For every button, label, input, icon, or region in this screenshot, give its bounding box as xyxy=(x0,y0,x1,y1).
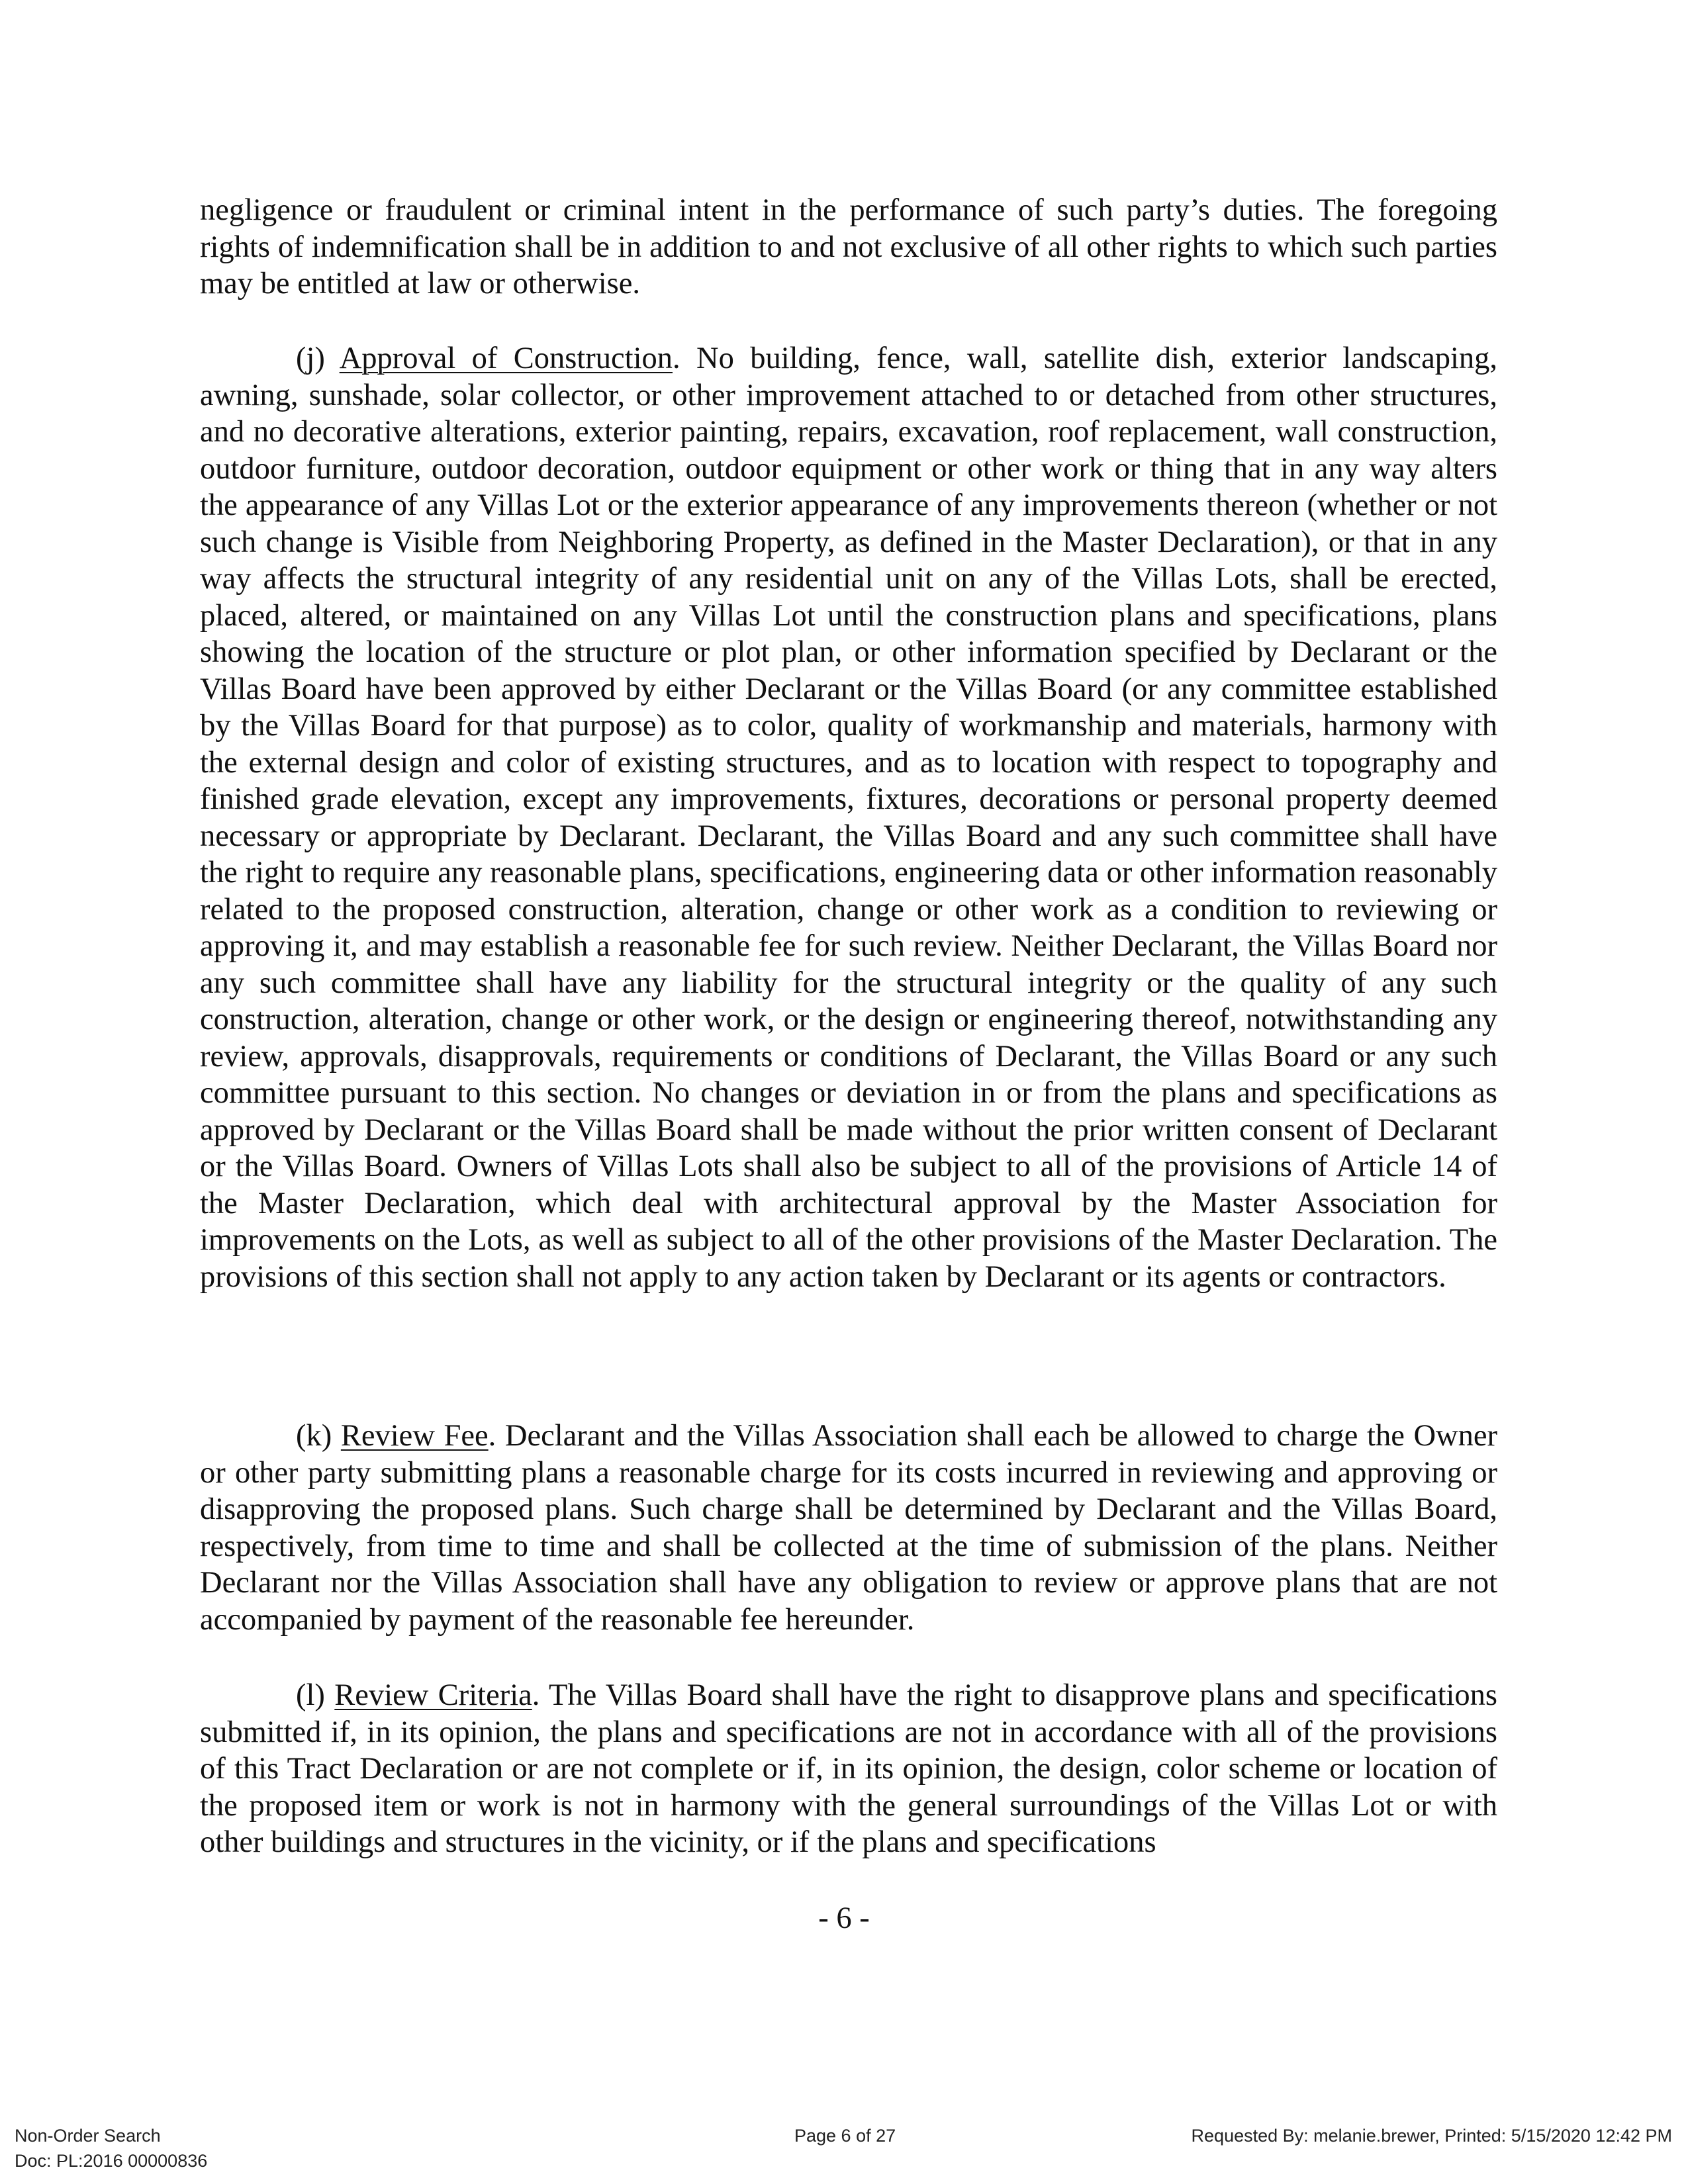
paragraph-review-criteria xyxy=(200,1677,1497,1861)
paragraph-review-fee xyxy=(200,1418,1497,1638)
section-label: (j) xyxy=(296,341,325,375)
section-heading: Approval of Construction xyxy=(339,341,673,375)
paragraph-approval-of-construction xyxy=(200,340,1497,1295)
section-text: . The Villas Board shall have the right to disapprove plans and specifications submitted if, in its opinion, the plans and specifications are not in accordance with all of the provisions of this Tract Declaration or are not complete or if, in its opinion, the design, color scheme or location of the proposed item or work is not in harmony with the general surroundings of the Villas Lot or with other buildings and structures in the vicinity, or if the plans and specifications xyxy=(200,1678,1498,1859)
footer-search-type: Non-Order Search xyxy=(15,2126,161,2146)
section-text: . Declarant and the Villas Association shall each be allowed to charge the Owner or other party submitting plans a reasonable charge for its costs incurred in reviewing and approving or disapproving the proposed plans. Such charge shall be determined by Declarant and the Villas Board, respectively, from time to time and shall be collected at the time of submission of the plans. Neither Declarant nor the Villas Association shall have any obligation to review or approve plans that are not accompanied by payment of the reasonable fee hereunder. xyxy=(200,1419,1497,1637)
section-heading: Review Criteria xyxy=(334,1678,532,1712)
footer-doc-id: Doc: PL:2016 00000836 xyxy=(15,2151,208,2171)
page-number: - 6 - xyxy=(818,1901,870,1935)
section-text: . No building, fence, wall, satellite dish, exterior landscaping, awning, sunshade, solar collector, or other improvement attached to or detached from other structures, and no decorative alterations, exterior painting, repairs, excavation, roof replacement, wall construction, outdoor furniture, outdoor decoration, outdoor equipment or other work or thing that in any way alters the appearance of any Villas Lot or the exterior appearance of any improvements thereon (whether or not such change is Visible from Neighboring Property, as defined in the Master Declaration), or that in any way affects the structural integrity of any residential unit on any of the Villas Lots, shall be erected, placed, altered, or maintained on any Villas Lot until the construction plans and specifications, plans showing the location of the structure or plot plan, or other information specified by Declarant or the Villas Board have been approved by either Declarant or the Villas Board (or any committee established by the Villas Board for that purpose) as to color, quality of workmanship and materials, harmony with the external design and color of existing structures, and as to location with respect to topography and finished grade elevation, except any improvements, fixtures, decorations or personal property deemed necessary or appropriate by Declarant. Declarant, the Villas Board and any such committee shall have the right to require any reasonable plans, specifications, engineering data or other information reasonably related to the proposed construction, alteration, change or other work as a condition to reviewing or approving it, and may establish a reasonable fee for such review. Neither Declarant, the Villas Board nor any such committee shall have any liability for the structural integrity or the quality of any such construction, alteration, change or other work, or the design or engineering thereof, notwithstanding any review, approvals, disapprovals, requirements or conditions of Declarant, the Villas Board or any such committee pursuant to this section. No changes or deviation in or from the plans and specifications as approved by Declarant or the Villas Board shall be made without the prior written consent of Declarant or the Villas Board. Owners of Villas Lots shall also be subject to all of the provisions of Article 14 of the Master Declaration, which deal with architectural approval by the Master Association for improvements on the Lots, as well as subject to all of the other provisions of the Master Declaration. The provisions of this section shall not apply to any action taken by Declarant or its agents or contractors. xyxy=(200,341,1497,1294)
section-label: (l) xyxy=(296,1678,325,1712)
footer-requested-by: Requested By: melanie.brewer, Printed: 5/15/2020 12:42 PM xyxy=(1191,2126,1672,2146)
footer-page-of: Page 6 of 27 xyxy=(794,2126,896,2146)
section-label: (k) xyxy=(296,1419,332,1453)
section-heading: Review Fee xyxy=(340,1419,489,1453)
paragraph-intro: negligence or fraudulent or criminal intent in the performance of such party’s duties. The foregoing rights of indemnification shall be in addition to and not exclusive of all other rights to which such parties may be entitled at law or otherwise. xyxy=(200,193,1497,300)
